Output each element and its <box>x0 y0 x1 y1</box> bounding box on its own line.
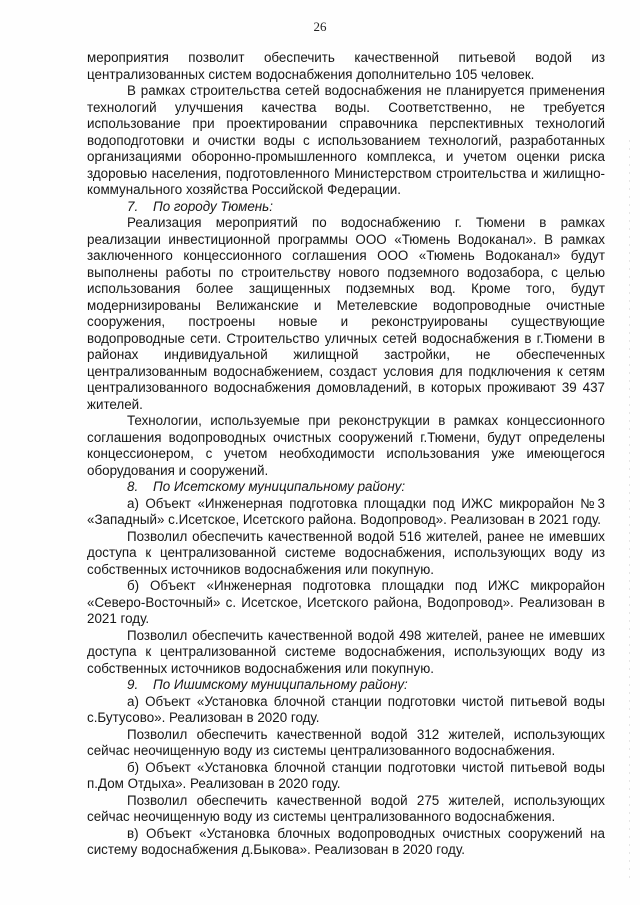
paragraph: Реализация мероприятий по водоснабжению г. Тюмени в рамках реализации инвестиционной программы ООО «Тюмень Водоканал». В рамках заключенного концессионного соглашения ООО «Тюмень Водоканал» будут выполнены работы по строительству нового подземного водозабора, с целью использования более защищенных подземных вод. Кроме того, будут модернизированы Велижанские и Метелевские водопроводные очистные сооружения, построены новые и реконструированы существующие водопроводные сети. Строительство уличных сетей водоснабжения в г.Тюмени в районах индивидуальной жилищной застройки, не обеспеченных централизованным водоснабжением, создаст условия для подключения к сетям централизованного водоснабжения домовладений, в которых проживают 39 437 жителей. <box>87 215 605 412</box>
page-number: 26 <box>313 19 327 34</box>
scan-edge <box>629 140 630 880</box>
document-body <box>87 50 605 859</box>
paragraph: Позволил обеспечить качественной водой 498 жителей, ранее не имевших доступа к централизованной системе водоснабжения, использующих воду из собственных источников водоснабжения или покупную. <box>87 627 605 676</box>
paragraph: б) Объект «Инженерная подготовка площадки под ИЖС микрорайон «Северо-Восточный» с. Исетское, Исетского района, Водопровод». Реализован в 2021 году. <box>87 578 605 626</box>
paragraph: Позволил обеспечить качественной водой 516 жителей, ранее не имевших доступа к централизованной системе водоснабжения, использующих воду из собственных источников водоснабжения или покупную. <box>87 528 605 577</box>
paragraph: в) Объект «Установка блочных водопроводных очистных сооружений на систему водоснабжения д.Быкова». Реализован в 2020 году. <box>87 825 605 857</box>
section-heading: 7. По городу Тюмень: <box>127 198 273 214</box>
paragraph: В рамках строительства сетей водоснабжения не планируется применения технологий улучшения качества воды. Соответственно, не требуется использование при проектировании справочника перспективных технологий водоподготовки и очистки воды с использованием технологий, разработанных организациями оборонно-промышленного комплекса, и учетом оценки риска здоровью населения, подготовленного Министерством строительства и жилищно-коммунального хозяйства Российской Федерации. <box>87 83 605 197</box>
paragraph: Технологии, используемые при реконструкции в рамках концессионного соглашения водопроводных очистных сооружений г.Тюмени, будут определены концессионером, с учетом необходимости использования уже имеющегося оборудования и сооружений. <box>87 413 605 478</box>
paragraph: мероприятия позволит обеспечить качественной питьевой водой из централизованных систем водоснабжения дополнительно 105 человек. <box>87 50 605 82</box>
section-heading: 9. По Ишимскому муниципальному району: <box>127 677 408 692</box>
section-heading: 8. По Исетскому муниципальному району: <box>127 479 406 494</box>
paragraph: Позволил обеспечить качественной водой 275 жителей, использующих сейчас неочищенную воду из системы централизованного водоснабжения. <box>87 792 605 824</box>
paragraph: а) Объект «Инженерная подготовка площадки под ИЖС микрорайон №3 «Западный» с.Исетское, Исетского района. Водопровод». Реализован в 2021 году. <box>87 495 605 527</box>
paragraph: Позволил обеспечить качественной водой 312 жителей, использующих сейчас неочищенную воду из системы централизованного водоснабжения. <box>87 726 605 758</box>
paragraph: а) Объект «Установка блочной станции подготовки чистой питьевой воды с.Бутусово». Реализован в 2020 году. <box>87 693 605 725</box>
paragraph: б) Объект «Установка блочной станции подготовки чистой питьевой воды п.Дом Отдыха». Реализован в 2020 году. <box>87 759 605 791</box>
